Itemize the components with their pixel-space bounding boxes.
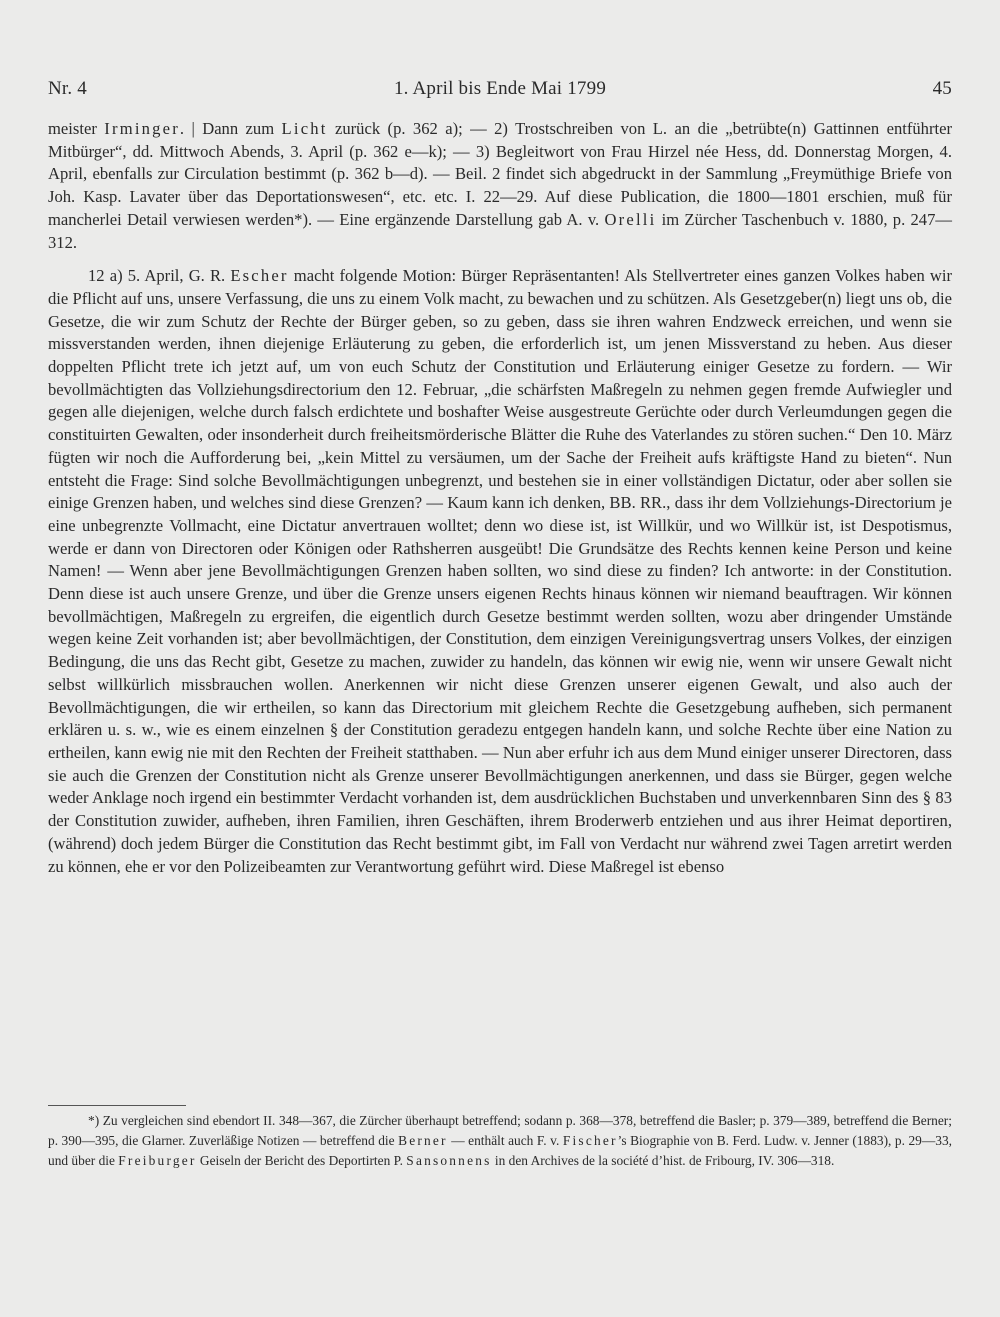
footnote-text	[48, 1111, 952, 1170]
paragraph-1	[48, 118, 952, 254]
paragraph-2	[48, 265, 952, 878]
text-run: zurück (p. 362 a); — 2) Trostschreiben von L. an die „betrübte(n) Gattinnen entführter Mitbürger“, dd. Mittwoch Abends, 3. April (p. 362 e—k); — 3) Begleitwort von Frau Hirzel née Hess, dd. Donnerstag Morgen, 4. April, ebenfalls zur Circulation bestimmt (p. 362 b—d). — Beil. 2 findet sich abgedruckt in der Sammlung „Freymüthige Briefe von Joh. Kasp. Lavater über das Deportationswesen“, etc. etc. I. 22—29. Auf diese Publication, die 1800—1801 erschien, muß für mancherlei Detail verwiesen werden*). — Eine ergänzende Darstellung gab A. v.	[48, 119, 952, 229]
spaced-name: Freiburger	[118, 1152, 197, 1168]
text-run: 12 a) 5. April, G. R.	[88, 266, 231, 286]
spaced-name: Sansonnens	[406, 1152, 492, 1168]
text-run: Geiseln der Bericht des Deportirten P.	[196, 1152, 407, 1168]
spaced-name: Berner	[398, 1132, 448, 1148]
text-run: meister	[48, 119, 105, 138]
text-run: macht folgende Motion: Bürger Repräsentanten! Als Stellvertreter eines ganzen Volkes haben wir die Pflicht auf uns, unsere Verfassung, die uns zu einem Volk macht, zu bewachen und zu schützen. Als Gesetzgeber(n) liegt uns ob, die Gesetze, die wir zum Schutz der Rechte der Bürger geben, so zu geben, dass sie ihren wahren Endzweck erreichen, und wenn sie missverstanden werden, ihnen diejenige Erläuterung zu geben, die erforderlich ist, um jenen Missverstand zu heben. Aus dieser doppelten Pflicht trete ich jetzt auf, um von euch Schutz der Constitution und Erläuterung einiger Gesetze zu fordern. — Wir bevollmächtigten das Vollziehungsdirectorium den 12. Februar, „die schärfsten Maßregeln zu nehmen gegen fremde Aufwiegler und gegen alle diejenigen, welche durch falsch erdichtete und boshafter Weise ausgestreute Gerüchte oder durch Verleumdungen gegen die constituirten Gewalten, oder insonderheit durch freiheitsmörderische Blätter die Ruhe des Vaterlandes zu stören suchen.“ Den 10. März fügten wir noch die Aufforderung bei, „kein Mittel zu versäumen, um der Sache der Freiheit aufs kräftigste Hand zu bieten“. Nun entsteht die Frage: Sind solche Bevollmächtigungen unbegrenzt, und bestehen sie in einer vollständigen Dictatur, oder aber sollen sie einige Grenzen haben, und welches sind diese Grenzen? — Kaum kann ich denken, BB. RR., dass ihr dem Vollziehungs-Directorium je eine unbegrenzte Vollmacht, eine Dictatur anvertrauen wolltet; denn wo diese ist, ist Willkür, und wo Willkür ist, ist Despotismus, werde er dann von Directoren oder Königen oder Rathsherren ausgeübt! Die Grundsätze des Rechts kennen keine Person und keine Namen! — Wenn aber jene Bevollmächtigungen Grenzen haben sollten, wo sind diese zu finden? Ich antworte: in der Constitution. Denn diese ist auch unsere Grenze, und über die Grenze unsers eigenen Rechts hinaus können wir niemand beauftragen. Wir können bevollmächtigen, Maßregeln zu ergreifen, die eigentlich durch Gesetze bestimmt werden sollten, wozu aber dringender Umstände wegen keine Zeit vorhanden ist; aber bevollmächtigen, der Constitution, dem einzigen Vereinigungsvertrag unsers Volkes, der einzigen Bedingung, die uns das Recht gibt, Gesetze zu machen, zuwider zu handeln, das können wir ewig nie, wenn wir unsere Gewalt nicht selbst willkürlich missbrauchen wollen. Anerkennen wir nicht diese Grenzen unserer eigenen Gewalt, und also auch der Bevollmächtigungen, die wir ertheilen, so kann das Directorium mit gleichem Rechte die Gesetzgebung aufheben, sich permanent erklären u. s. w., wie es einem einzelnen § der Constitution geradezu entgegen handeln kann, und solche Rechte über eine Nation zu ertheilen, kann ewig nie mit den Rechten der Freiheit statthaben. — Nun aber erfuhr ich aus dem Mund einiger unserer Directoren, dass sie auch die Grenzen der Constitution nicht als Grenze unserer Bevollmächtigungen anerkennen, und dass sie Bürger, gegen welche weder Anklage noch irgend ein bestimmter Verdacht vorhanden ist, dem ausdrücklichen Buchstaben und unverkennbaren Sinn des § 83 der Constitution zuwider, aufheben, ihren Familien, ihren Geschäften, ihrem Broderwerb entziehen und aus ihrer Heimat deportiren, (während) doch jedem Bürger die Constitution das Recht bestimmt gibt, im Fall von Verdacht nur während zwei Tagen arretirt werden zu können, ehe er vor den Polizeibeamten zur Verantwortung geführt wird. Diese Maßregel ist ebenso	[48, 266, 952, 876]
spaced-name: Escher	[230, 266, 289, 286]
text-run: — enthält auch F. v.	[447, 1132, 563, 1148]
footnote-divider	[48, 1105, 186, 1106]
spaced-name: Irminger	[104, 119, 180, 138]
page-number: 45	[932, 78, 952, 99]
text-run: ’s Biographie von B. Ferd. Ludw. v. Jenner (1883), p. 29—33, und über die	[48, 1132, 952, 1168]
footnote	[48, 1111, 952, 1170]
spaced-name: Fischer	[562, 1132, 618, 1148]
spaced-name: Orelli	[604, 209, 657, 229]
text-run: in den Archives de la société d’hist. de Fribourg, IV. 306—318.	[491, 1152, 835, 1168]
spaced-name: Licht	[281, 119, 328, 138]
text-run: . | Dann zum	[179, 119, 282, 138]
date-range-heading: 1. April bis Ende Mai 1799	[393, 78, 607, 99]
text-run: im Zürcher Taschenbuch v. 1880, p. 247—312.	[48, 209, 952, 252]
text-run: *) Zu vergleichen sind ebendort II. 348—367, die Zürcher überhaupt betreffend; sodann p. 368—378, betreffend die Basler; p. 379—389, betreffend die Berner; p. 390—395, die Glarner. Zuverläßige Notizen — betreffend die	[48, 1113, 952, 1148]
main-text	[48, 118, 952, 878]
issue-number: Nr. 4	[48, 78, 87, 99]
